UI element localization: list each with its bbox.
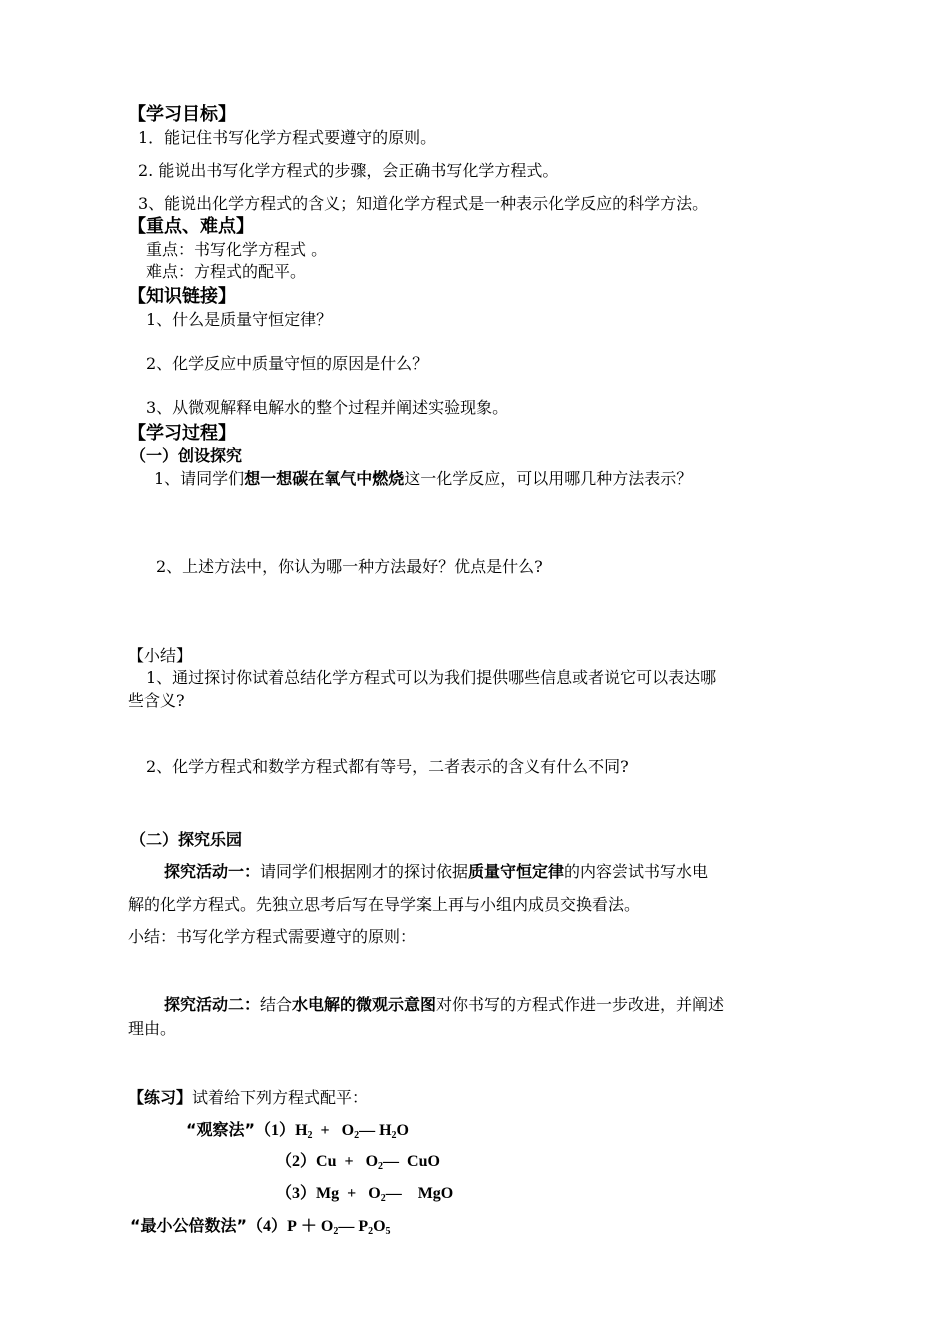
section-heading-goals: 【学习目标】	[128, 104, 236, 125]
section-heading-key: 【重点、难点】	[128, 216, 254, 237]
q1-post: 这一化学反应，可以用哪几种方法表示？	[404, 469, 693, 488]
eq1-product-2: O	[396, 1122, 409, 1139]
activity-1-bold: 质量守恒定律	[468, 862, 565, 881]
equation-row-4	[130, 1216, 391, 1237]
equation-row-1	[186, 1120, 409, 1141]
activity-2-label: 探究活动二：	[164, 995, 261, 1014]
eq1-reactant-b-sub: 2	[354, 1130, 360, 1141]
eq2-number: （2）	[276, 1153, 317, 1170]
eq4-arrow: —	[338, 1218, 355, 1235]
goal-item-1: 1．能记住书写化学方程式要遵守的原则。	[138, 128, 437, 147]
eq2-reactant-b: O	[365, 1153, 379, 1170]
eq1-reactant-b: O	[341, 1122, 355, 1139]
summary-question-1-line-2: 些含义?	[128, 691, 185, 710]
eq1-product: H	[379, 1122, 392, 1139]
eq3-number: （3）	[276, 1185, 317, 1202]
part2-title: （二）探究乐园	[130, 830, 243, 849]
activity-1-pre: 请同学们根据刚才的探讨依据	[260, 862, 469, 881]
activity-2-bold: 水电解的微观示意图	[292, 995, 437, 1014]
eq2-arrow: —	[383, 1153, 400, 1170]
eq1-reactant-a-sub: 2	[307, 1130, 313, 1141]
eq3-reactant-a: Mg	[316, 1185, 340, 1202]
link-item-2: 2、化学反应中质量守恒的原因是什么？	[146, 354, 429, 373]
eq4-reactant-b: O	[320, 1218, 334, 1235]
link-item-1: 1、什么是质量守恒定律？	[146, 310, 333, 329]
eq1-reactant-a: H	[295, 1122, 308, 1139]
activity-1-label: 探究活动一：	[164, 862, 261, 881]
eq4-plus: ＋	[300, 1218, 317, 1235]
eq4-number: （4）	[247, 1218, 288, 1235]
eq2-reactant-b-sub: 2	[378, 1161, 384, 1172]
eq3-arrow: —	[385, 1185, 402, 1202]
key-difficulty: 难点：方程式的配平。	[146, 262, 307, 281]
summary-question-1-line-1: 1、通过探讨你试着总结化学方程式可以为我们提供哪些信息或者说它可以表达哪	[146, 668, 717, 687]
activity-2-line-2: 理由。	[128, 1019, 177, 1038]
method-lcm: “最小公倍数法”	[130, 1216, 248, 1235]
part1-title: （一）创设探究	[130, 446, 243, 465]
eq4-product-2-sub: 5	[385, 1226, 391, 1237]
practice-heading: 【练习】	[128, 1088, 193, 1107]
equation-1	[255, 1122, 409, 1139]
eq4-reactant-b-sub: 2	[333, 1226, 339, 1237]
key-focus: 重点：书写化学方程式 。	[146, 240, 328, 259]
eq2-product: CuO	[407, 1153, 440, 1170]
eq3-reactant-b: O	[368, 1185, 381, 1202]
summary-heading: 【小结】	[128, 646, 193, 665]
eq4-product-sub: 2	[368, 1226, 374, 1237]
eq2-reactant-a: Cu	[316, 1153, 337, 1170]
part1-question-1	[154, 469, 692, 489]
eq3-product: MgO	[417, 1185, 454, 1202]
equation-4	[247, 1218, 391, 1235]
q1-pre: 1、请同学们	[154, 469, 245, 488]
activity-2-post: 对你书写的方程式作进一步改进，并阐述	[436, 995, 725, 1014]
equation-3	[276, 1184, 453, 1204]
eq2-plus: +	[344, 1153, 354, 1170]
section-heading-link: 【知识链接】	[128, 286, 236, 307]
activity-2-line-1	[164, 995, 724, 1015]
eq4-product: P	[358, 1218, 369, 1235]
link-item-3: 3、从微观解释电解水的整个过程并阐述实验现象。	[146, 398, 509, 417]
eq4-reactant-a: P	[287, 1218, 297, 1235]
practice-intro: 试着给下列方程式配平：	[192, 1088, 369, 1107]
activity-1-post: 的内容尝试书写水电	[564, 862, 709, 881]
eq3-reactant-b-sub: 2	[380, 1193, 386, 1204]
eq1-number: （1）	[255, 1122, 296, 1139]
eq1-plus: +	[320, 1122, 330, 1139]
activity-1-line-2: 解的化学方程式。先独立思考后写在导学案上再与小组内成员交换看法。	[128, 895, 641, 914]
practice-line	[128, 1088, 368, 1108]
eq4-product-2: O	[373, 1218, 386, 1235]
goal-item-2: 2. 能说出书写化学方程式的步骤，会正确书写化学方程式。	[138, 161, 559, 180]
activity-1-summary: 小结：书写化学方程式需要遵守的原则：	[128, 927, 417, 946]
eq3-plus: +	[347, 1185, 357, 1202]
q1-bold: 想一想碳在氧气中燃烧	[244, 469, 405, 488]
equation-2	[276, 1152, 440, 1172]
activity-2-pre: 结合	[260, 995, 293, 1014]
section-heading-process: 【学习过程】	[128, 423, 236, 444]
goal-item-3: 3、能说出化学方程式的含义；知道化学方程式是一种表示化学反应的科学方法。	[138, 194, 709, 213]
activity-1-line-1	[164, 862, 708, 882]
summary-question-2: 2、化学方程式和数学方程式都有等号，二者表示的含义有什么不同?	[146, 757, 629, 776]
eq1-product-sub: 2	[391, 1130, 397, 1141]
method-observation: “观察法”	[186, 1120, 256, 1139]
part1-question-2: 2、上述方法中，你认为哪一种方法最好？优点是什么?	[156, 557, 543, 576]
eq1-arrow: —	[359, 1122, 376, 1139]
